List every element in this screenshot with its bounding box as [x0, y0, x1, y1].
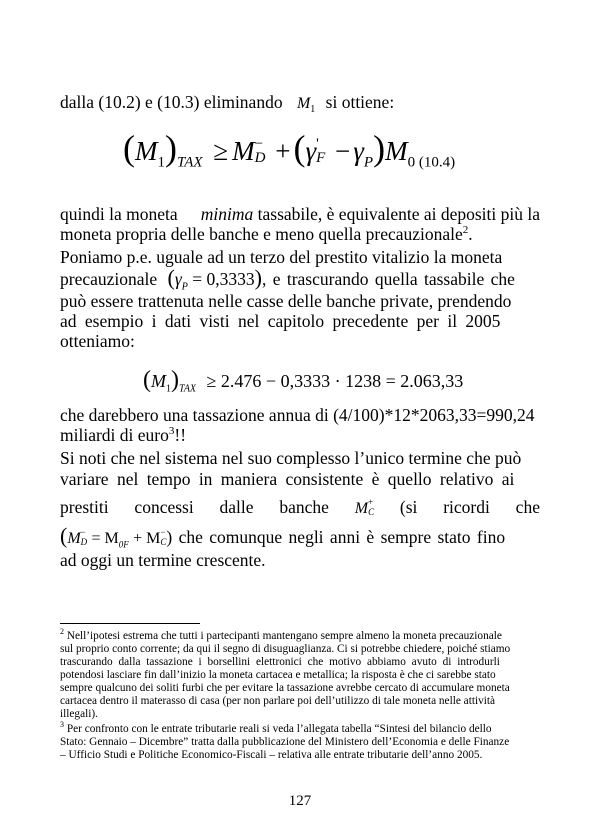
- equation-label: (10.4): [418, 154, 456, 171]
- text-line: precauzionale $(\gamma_P = 0,3333)$, e trascurando quella tassabile che: [60, 265, 515, 293]
- math-var: $M_1$: [296, 95, 316, 116]
- text-line: che darebbero una tassazione annua di (4/100)*12*2063,33=990,24: [60, 405, 535, 425]
- equation-tax: $(M_1)_{TAX} \ge 2.476 - 0,3333 \cdot 1238 = 2.063,33$: [143, 367, 464, 395]
- text-run: dalla (10.2) e (10.3) eliminando: [60, 92, 283, 112]
- text-line: prestiti concessi dalle banche M + C (si ricordi che: [60, 497, 540, 517]
- text-line: moneta propria delle banche e meno quella precauzionale$^2$.: [60, 224, 473, 244]
- footnote-separator: [60, 623, 200, 624]
- text-line: ad oggi un termine crescente.: [60, 550, 266, 570]
- text-line: Poniamo p.e. uguale ad un terzo del prestito vitalizio la moneta: [60, 247, 503, 267]
- text-line: può essere trattenuta nelle casse delle banche private, prendendo: [60, 291, 512, 311]
- text-line: miliardi di euro$^3$!!: [60, 425, 187, 445]
- text-line: [60, 92, 394, 114]
- text-run: si ottiene:: [325, 92, 395, 112]
- text-line: variare nel tempo in maniera consistente è quello relativo ai: [60, 469, 515, 489]
- text-line: ad esempio i dati visti nel capitolo precedente per il 2005: [60, 311, 501, 331]
- text-line: Si noti che nel sistema nel suo complesso l’unico termine che può: [60, 448, 522, 468]
- text-line: quindi la moneta minima tassabile, è equivalente ai depositi più la: [60, 204, 540, 224]
- text-line: (M − D = $M_{0F} + M$ − C ) che comunque negli anni è sempre stato fino: [60, 523, 506, 550]
- equation-10-4: $(M_1)_{TAX} \ge M$ − D +(γ ' F − $\gamma_P)M_{0 (10.4)}$: [123, 128, 456, 171]
- text-line: otteniamo:: [60, 331, 135, 351]
- document-page: dalla (10.2) e (10.3) eliminando $M_1$ si ottiene: $(M_1)_{TAX} \ge M$ − D +(γ ' F − $\gamma_P)M_{0 (10.4)}$ quindi la moneta minima tassabile, è equivalente ai depositi più la moneta propria delle banche e meno quella precauzionale$^2$. Poniamo p.e. uguale ad un terzo del prestito vitalizio la moneta precauzionale $(\gamma_P = 0,3333)$, e trascurando quella tassabile che può essere trattenuta nelle casse delle banche private, prendendo ad esempio i dati visti nel capitolo precedente per il 2005 otteniamo: $(M_1)_{TAX} \ge 2.476 - 0,3333 \cdot 1238 = 2.063,33$ che darebbero una tassazione annua di (4/100)*12*2063,33=990,24 miliardi di euro$^3$!! Si noti che nel sistema nel suo complesso l’unico termine che può variare nel tempo in maniera consistente è quello relativo ai prestiti concessi dalle banche M + C (si ricordi che (M − D = $M_{0F} + M$ − C ) che comunque negli anni è sempre stato fino ad oggi un termine crescente. $^2$ Nell’ipotesi estrema che tutti i partecipanti mantengano sempre almeno la moneta precauzionale sul proprio conto corrente; da qui il segno di disuguaglianza. Ci si potrebbe chiedere, poiché stiamo trascurando dalla tassazione i borsellini elettronici che motivo abbiamo avuto di introdurli potendosi lasciare fin dall’inizio la moneta cartacea e metallica; la risposta è che ci sarebbe stato sempre qualcuno dei soliti furbi che per evitare la tassazione avrebbe cercato di accumulare moneta cartacea dentro il materasso di casa (per non parlare poi dell’utilizzo di tale moneta nelle attività illegali). $^3$ Per confronto con le entrate tributarie reali si veda l’allegata tabella “Sintesi del bilancio dello Stato: Gennaio – Dicembre” tratta dalla pubblicazione del Ministero dell’Economia e delle Finanze – Ufficio Studi e Politiche Economico-Fiscali – relativa alle entrate tributarie dell’anno 2005. 127: [0, 0, 600, 839]
- page-number: 127: [288, 793, 312, 809]
